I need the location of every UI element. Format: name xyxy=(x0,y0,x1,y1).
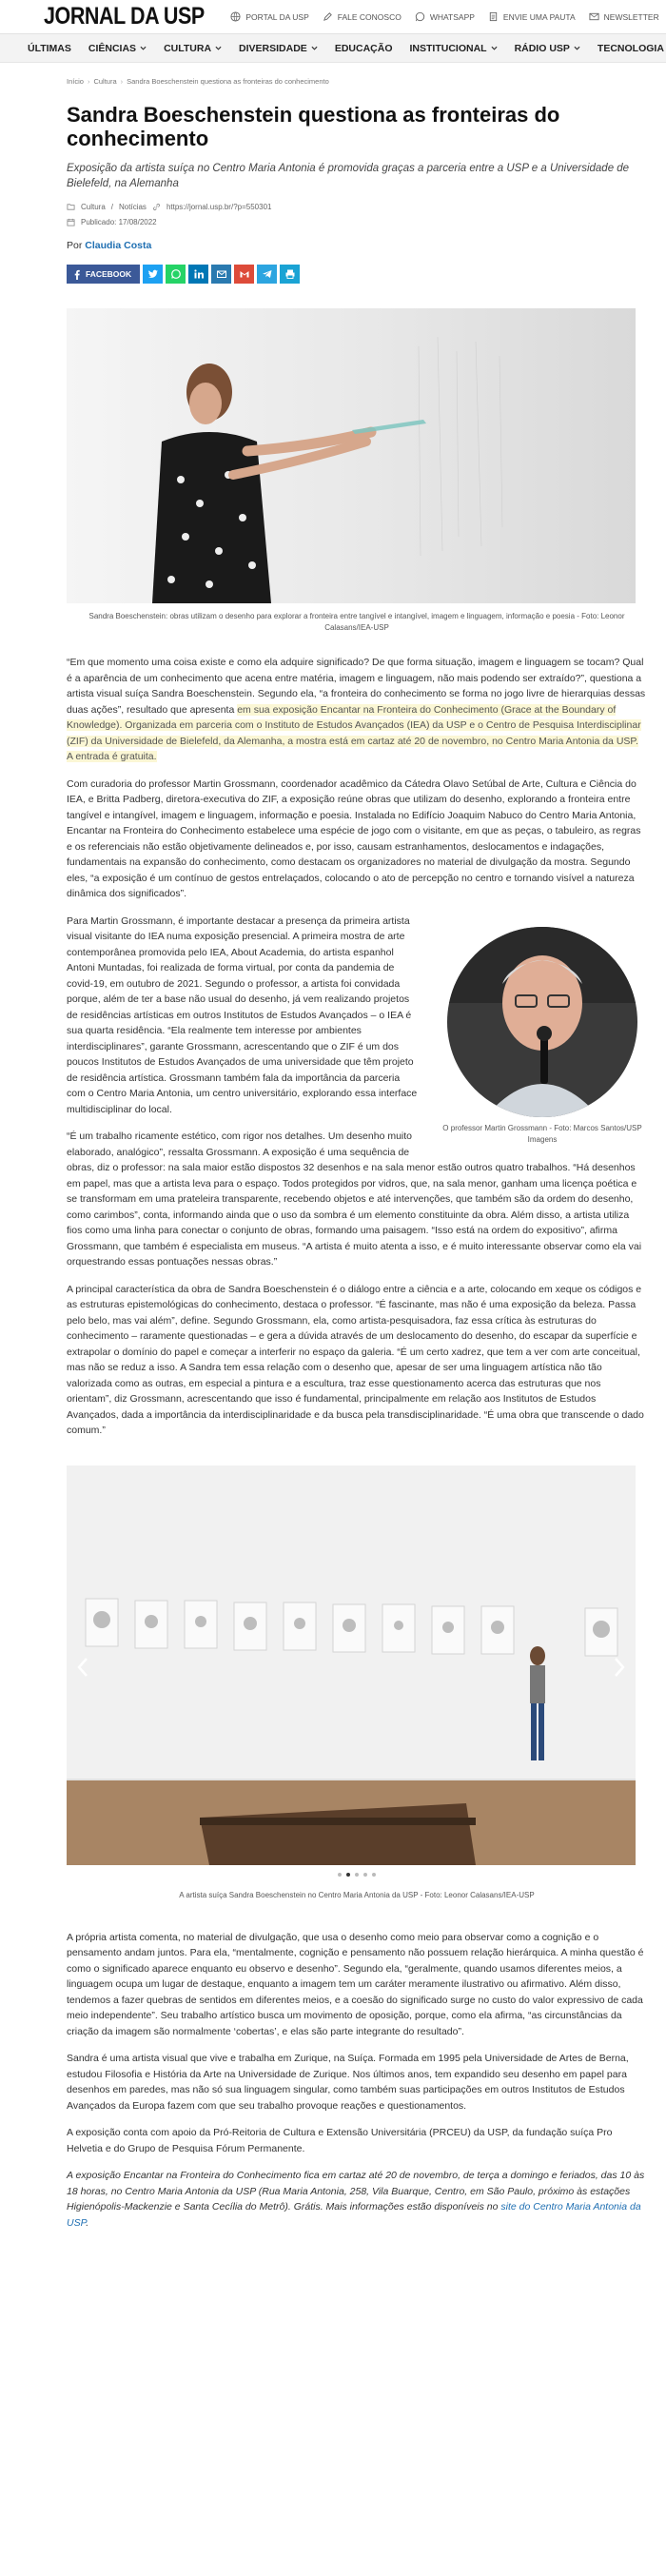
share-bar xyxy=(67,265,647,284)
category-cultura[interactable]: Cultura xyxy=(81,203,106,211)
nav-label: DIVERSIDADE xyxy=(239,42,307,54)
article xyxy=(67,77,647,2231)
pencil-icon xyxy=(323,11,333,22)
slider-dot[interactable] xyxy=(363,1873,367,1877)
slider-next-arrow-icon[interactable] xyxy=(613,1656,626,1679)
top-link-contact[interactable] xyxy=(323,11,402,22)
nav-item-radio-usp[interactable] xyxy=(506,43,589,54)
top-link-label: ENVIE UMA PAUTA xyxy=(502,11,576,22)
slider-dot[interactable] xyxy=(338,1873,342,1877)
breadcrumb-separator: › xyxy=(120,77,124,86)
short-url[interactable]: https://jornal.usp.br/?p=550301 xyxy=(166,203,272,211)
grossmann-photo xyxy=(447,927,637,1117)
nav-label: TECNOLOGIA xyxy=(597,42,664,54)
byline xyxy=(67,240,647,251)
top-link-portal[interactable] xyxy=(230,11,308,22)
highlighted-text: em sua exposição Encantar na Fronteira do Conhecimento (Grace at the Boundary of Knowledge). Organizada em parceria com o Instituto de Estudos Avançados (IEA) da USP e o Centro de Pesquisa Interdisciplinar (ZIF) da Universidade de Bielefeld, da Alemanha, a mostra está em cartaz até 20 de novembro, no Centro Maria Antonia da USP. A entrada é gratuita. xyxy=(67,703,641,762)
chevron-down-icon xyxy=(491,45,498,51)
slider-dot[interactable] xyxy=(355,1873,359,1877)
article-subtitle: Exposição da artista suíça no Centro Maria Antonia é promovida graças a parceria entre a USP e a Universidade de Bielefeld, na Alemanha xyxy=(67,163,630,189)
top-link-whatsapp[interactable] xyxy=(415,11,475,22)
calendar-icon xyxy=(67,218,75,226)
nav-label: EDUCAÇÃO xyxy=(334,42,393,54)
share-linkedin-button[interactable] xyxy=(188,265,208,284)
maria-antonia-site-link[interactable]: site do Centro Maria Antonia da USP xyxy=(67,2201,641,2229)
twitter-icon xyxy=(147,268,159,280)
nav-item-institucional[interactable] xyxy=(401,43,505,54)
share-facebook-label: FACEBOOK xyxy=(86,269,132,279)
paragraph: Sandra é uma artista visual que vive e trabalha em Zurique, na Suíça. Formada em 1995 pela Universidade de Artes de Berna, estudou Filosofia e História da Arte na Universidade de Zurique. Nos últimos anos, tem expandido seu desenho em papel para desenhos em paredes, mas não só sua linguagem singular, como também suas participações em outros Institutos de Estudos Avançados da Europa fazem com que seu trabalho provoque reações e questionamentos. xyxy=(67,2053,629,2112)
top-link-newsletter[interactable] xyxy=(589,11,659,22)
top-link-label: WHATSAPP xyxy=(429,11,475,22)
article-body xyxy=(67,655,647,1439)
breadcrumb-current: Sandra Boeschenstein questiona as fronteiras do conhecimento xyxy=(127,77,329,86)
share-print-button[interactable] xyxy=(280,265,300,284)
slider-dot[interactable] xyxy=(372,1873,376,1877)
paragraph-info xyxy=(67,2168,647,2231)
grossmann-caption: O professor Martin Grossmann - Foto: Marcos Santos/USP Imagens xyxy=(442,1123,642,1144)
paragraph-text: A exposição Encantar na Fronteira do Conhecimento fica em cartaz até 20 de novembro, de terça a domingo e feriados, das 10 às 18 horas, no Centro Maria Antonia da USP (Rua Maria Antonia, 258, Vila Buarque, Centro, em São Paulo, próximo às estações Higienópolis-Mackenzie e Santa Cecília do Metrô). Grátis. Mais informações estão disponíveis no xyxy=(67,2170,645,2212)
main-nav xyxy=(0,34,666,63)
article-body-end xyxy=(67,1930,647,2232)
nav-item-educacao[interactable] xyxy=(326,43,402,54)
nav-item-ultimas[interactable] xyxy=(19,43,80,54)
chevron-down-icon xyxy=(215,45,222,51)
share-whatsapp-button[interactable] xyxy=(166,265,186,284)
slider-prev-arrow-icon[interactable] xyxy=(76,1656,89,1679)
site-logo[interactable]: JORNAL DA USP xyxy=(44,3,205,29)
paragraph xyxy=(67,655,647,765)
top-link-label: NEWSLETTER xyxy=(603,11,659,22)
mail-icon xyxy=(589,11,599,22)
paragraph: A própria artista comenta, no material de divulgação, que usa o desenho como meio para observar como a cognição e o pensamento andam juntos. Para ela, “mentalmente, cognição e pensamento não possuem relação hierárquica. A minha questão é como o significado aparece enquanto eu observo e desenho”. Segundo ela, “geralmente, quando usamos diferentes meios, a linguagem ocupa um lugar de destaque, enquanto a imagem tem um caráter meramente ilustrativo ou afirmativo. Além disso, tendemos a fazer quebras de sentidos em diferentes meios, e a coesão do significado surge no custo do valor expressivo de cada meio independente”. Seu trabalho artístico busca um movimento de oposição, porque, como ela afirma, “as circunstâncias da criação da imagem são normalmente ‘cobertas’, e elas são parte integrante do resultado”. xyxy=(67,1931,644,2037)
chevron-down-icon xyxy=(574,45,580,51)
top-link-label: FALE CONOSCO xyxy=(337,11,402,22)
main-figure xyxy=(67,308,647,634)
artist-photo xyxy=(67,308,636,603)
breadcrumb-separator: › xyxy=(87,77,90,86)
breadcrumb-cultura[interactable]: Cultura xyxy=(93,77,117,86)
slider-dot-active[interactable] xyxy=(346,1873,350,1877)
paragraph-text: “Em que momento uma coisa existe e como ela adquire significado? De que forma situação, imagem e linguagem se tocam? Qual é a aparência de um conhecimento que acena entre matéria, imagem e linguagem, não mais podendo ser extraído?”, questiona a artista visual suíça Sandra Boeschenstein. Segundo ela, “a fronteira do conhecimento se forma no jogo livre de hierarquias dessas duas ações”, resultado que apresenta xyxy=(67,657,646,716)
paragraph: Com curadoria do professor Martin Grossmann, coordenador acadêmico da Cátedra Olavo Setúbal de Arte, Cultura e Ciência do IEA, e Britta Padberg, diretora-executiva do ZIF, a exposição reúne obras que utilizam do desenho, explorando a fronteira entre tangível e intangível, imagem e linguagem, informação e poesia. Instalada no Edifício Joaquim Nabuco do Centro Maria Antonia, Encantar na Fronteira do Conhecimento estabelece uma espécie de jogo com o visitante, em que as peças, o tabuleiro, as regras e os referenciais não estão objetivamente delineados e, por isso, causam estranhamentos, deslocamentos e indagações, fundamentais na expansão do conhecimento, como destacam os organizadores no material de divulgação da mostra. Segundo eles, “a exposição é um contínuo de gestos entrelaçados, colocando o ato de percepção no centro e tornando visível a natureza dinâmica dos significados”. xyxy=(67,777,641,899)
gallery-photo-illustration xyxy=(67,1465,636,1865)
telegram-icon xyxy=(262,268,273,280)
article-title: Sandra Boeschenstein questiona as fronteiras do conhecimento xyxy=(67,103,560,150)
nav-label: INSTITUCIONAL xyxy=(409,42,487,54)
grossmann-figure xyxy=(438,927,647,1146)
slider-dots xyxy=(67,1873,647,1877)
folder-icon xyxy=(67,203,75,211)
paragraph: A exposição conta com apoio da Pró-Reitoria de Cultura e Extensão Universitária (PRCEU) da USP, da fundação suíça Pro Helvetia e do Grupo de Pesquisa Fórum Permanente. xyxy=(67,2127,613,2154)
byline-prefix: Por xyxy=(67,240,83,251)
artist-photo-illustration xyxy=(67,308,636,603)
share-gmail-button[interactable] xyxy=(234,265,254,284)
main-figure-caption: Sandra Boeschenstein: obras utilizam o desenho para explorar a fronteira entre tangível e intangível, imagem e linguagem, informação e poesia - Foto: Leonor Calasans/IEA-USP xyxy=(88,612,625,632)
link-icon xyxy=(152,203,161,211)
author-link[interactable]: Claudia Costa xyxy=(85,240,152,251)
grossmann-photo-illustration xyxy=(447,927,637,1117)
facebook-icon xyxy=(73,269,81,280)
print-icon xyxy=(284,268,296,280)
top-links xyxy=(230,11,658,22)
chevron-down-icon xyxy=(311,45,318,51)
paragraph: “É um trabalho ricamente estético, com rigor nos detalhes. Um desenho muito elaborado, analógico”, ressalta Grossmann. A exposição é uma sequência de obras, diz o professor: na sala maior estão dispostos 32 desenhos e na sala menor estão outros quatro trabalhos. “Há desenhos em papel, mas que a artista leva para o espaço. Todos protegidos por vidros, que, na sala menor, ganham uma licença poética e se transformam em uma prateleira transparente, recebendo objetos e até intervenções, que também são da ordem do desenho, como carimbos”, conta, informando ainda que o uso da sombra é um elemento constituinte da obra. Além disso, a artista utiliza fios como uma linha para conectar o conjunto de obras, formando uma paisagem. “Isso está na ordem do expositivo”, afirma Grossmann, que também é especialista em museus. “A artista é muito atenta a isso, e é muito interessante observar como ela vai orquestrando essas pontuações nessas obras.” xyxy=(67,1131,642,1268)
document-icon xyxy=(488,11,499,22)
whatsapp-icon xyxy=(415,11,425,22)
paragraph: A principal característica da obra de Sandra Boeschenstein é o diálogo entre a ciência e a arte, colocando em xeque os códigos e as estruturas epistemológicas do conhecimento, destaca o professor. “É fascinante, mas não é uma exposição da beleza. Passa pelo belo, mas vai além”, define. Segundo Grossmann, ela, como artista-pesquisadora, faz essa crítica às estruturas do conhecimento – raramente questionadas – e gera a dúvida através de um deslocamento do desenho, do escapar da superfície e extrapolar o domínio do papel e começar a interferir no espaço da galeria. “É um certo xadrez, que tem a ver com arte conceitual, mas não se reduz a isso. A Sandra tem essa relação com o desenho que, apesar de ser uma linguagem artística não tão valorizada como as outras, em especial a pintura e a escultura, traz esse questionamento acerca das estruturas que nos orientam”, diz Grossmann, acrescentando que isso é fundamental, principalmente em relação aos Institutos de Estudos Avançados, dada a importância da interdisciplinaridade e da busca pela transdisciplinaridade. “É uma obra que transcende o dado comum.” xyxy=(67,1283,644,1436)
paragraph: Para Martin Grossmann, é importante destacar a presença da primeira artista visual visitante do IEA numa exposição presencial. A primeira mostra de arte contemporânea promovida pelo IEA, About Academia, do artista espanhol Antoni Muntadas, foi realizada de forma virtual, por conta da pandemia de covid-19, em outubro de 2021. Segundo o professor, a artista foi convidada porque, além de ter a base não usual do desenho, já vem realizando projetos de residências artísticas em outros Institutos de Estudos Avançados – o IEA é sua quarta residência. “Ela realmente tem interesse por ambientes interdisciplinares”, garante Grossmann, acrescentando que o ZIF é um dos poucos Institutos de Estudos Avançados de uma universidade que têm projeto de residência artística. Grossmann também fala da importância da parceria com o Centro Maria Antonia, um centro universitário, explorando essa interface multidisciplinar do local. xyxy=(67,914,418,1115)
paragraph-end: . xyxy=(86,2216,89,2229)
chevron-down-icon xyxy=(140,45,147,51)
breadcrumb-home[interactable]: Início xyxy=(67,77,84,86)
share-twitter-button[interactable] xyxy=(143,265,163,284)
linkedin-icon xyxy=(193,268,205,280)
globe-icon xyxy=(230,11,241,22)
category-noticias[interactable]: Notícias xyxy=(119,203,147,211)
nav-item-cultura[interactable] xyxy=(155,43,230,54)
envelope-icon xyxy=(216,268,227,280)
article-date-row xyxy=(67,218,647,226)
nav-label: ÚLTIMAS xyxy=(28,42,71,54)
published-date: Publicado: 17/08/2022 xyxy=(81,218,157,226)
nav-label: CIÊNCIAS xyxy=(88,42,137,54)
nav-item-diversidade[interactable] xyxy=(230,43,326,54)
image-slider xyxy=(67,1465,647,1901)
share-telegram-button[interactable] xyxy=(257,265,277,284)
nav-item-tecnologia[interactable] xyxy=(589,43,666,54)
top-bar xyxy=(0,0,666,34)
slider-caption: A artista suíça Sandra Boeschenstein no Centro Maria Antonia da USP - Foto: Leonor Calasans/IEA-USP xyxy=(179,1890,535,1899)
nav-item-ciencias[interactable] xyxy=(80,43,155,54)
whatsapp-icon xyxy=(170,268,182,280)
meta-separator: / xyxy=(110,203,114,211)
slider-frame xyxy=(67,1465,636,1865)
nav-label: RÁDIO USP xyxy=(514,42,570,54)
gmail-icon xyxy=(239,268,250,280)
nav-label: CULTURA xyxy=(164,42,212,54)
site-header xyxy=(0,0,666,63)
share-email-button[interactable] xyxy=(211,265,231,284)
breadcrumb xyxy=(67,77,647,86)
article-meta xyxy=(67,203,647,211)
top-link-label: PORTAL DA USP xyxy=(245,11,309,22)
share-facebook-button[interactable] xyxy=(67,265,140,284)
top-link-submit[interactable] xyxy=(488,11,576,22)
